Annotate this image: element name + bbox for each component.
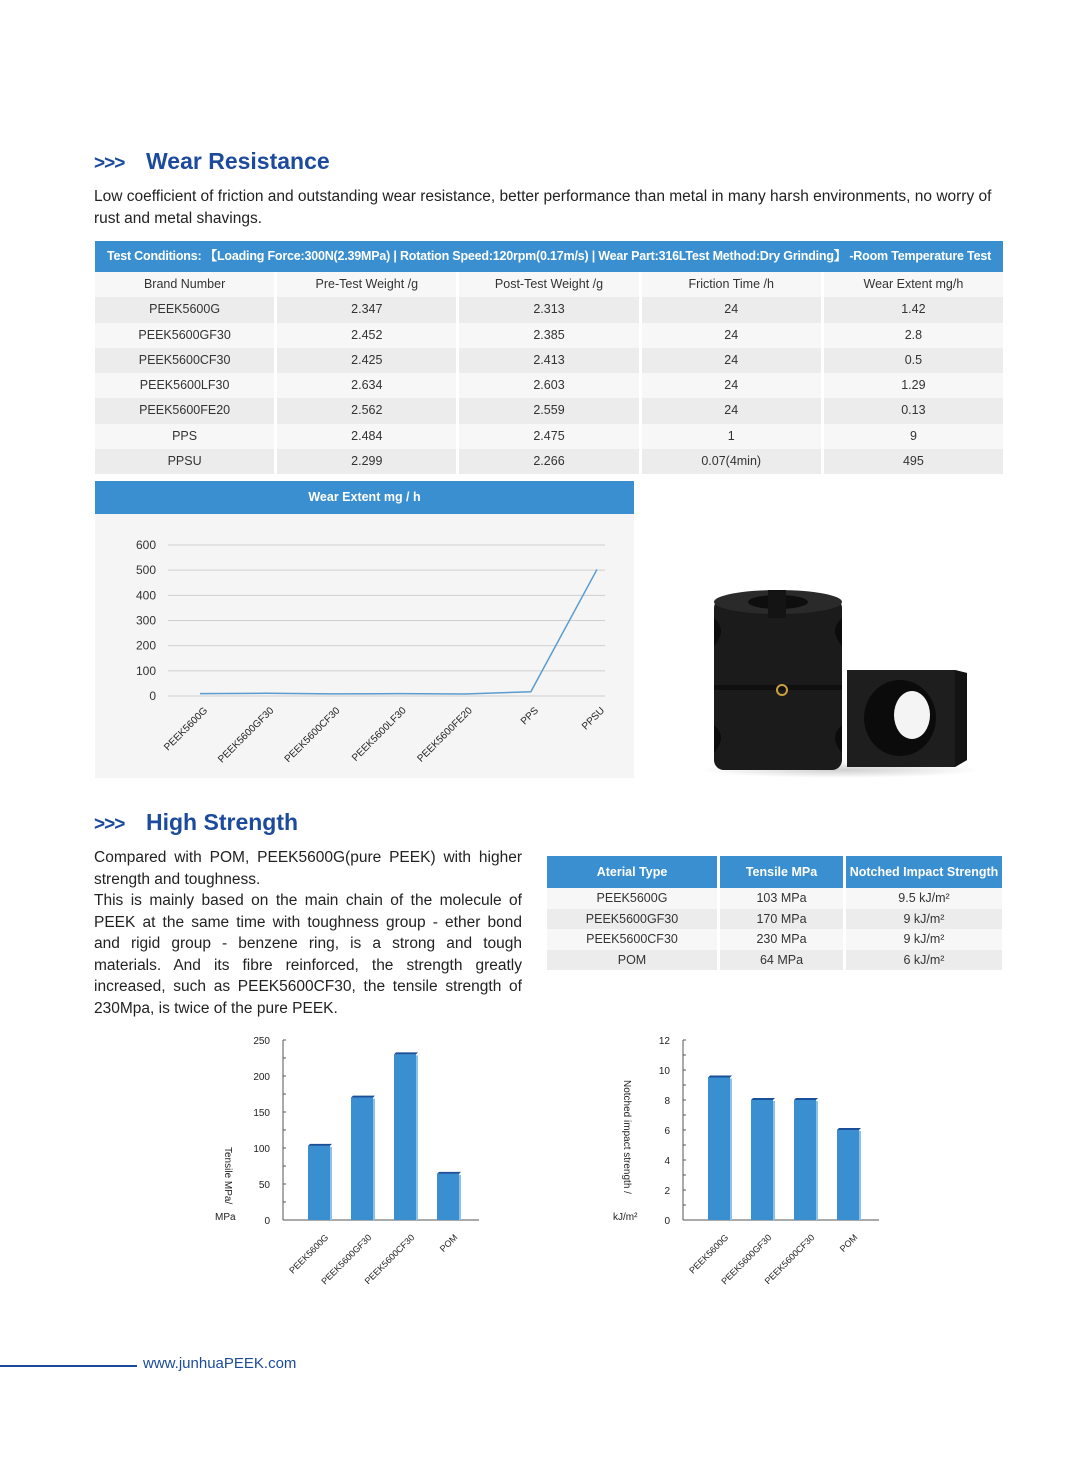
- strength-section-heading: [94, 809, 298, 836]
- svg-text:PEEK5600LF30: PEEK5600LF30: [350, 705, 409, 764]
- svg-text:4: 4: [664, 1156, 670, 1167]
- table-row: [95, 323, 1003, 348]
- table-cell: 2.475: [459, 424, 638, 449]
- strength-section-title: High Strength: [146, 809, 299, 835]
- table-cell: 2.425: [277, 348, 456, 373]
- table-row: [547, 929, 1002, 950]
- table-cell: 24: [642, 297, 821, 322]
- svg-text:2: 2: [664, 1186, 670, 1197]
- table-cell: Wear Extent mg/h: [824, 272, 1003, 297]
- table-cell: 1.42: [824, 297, 1003, 322]
- svg-text:PPSU: PPSU: [580, 705, 608, 733]
- test-conditions-bar: Test Conditions: 【Loading Force:300N(2.39MPa) | Rotation Speed:120rpm(0.17m/s) | Wear Part:316LTest Method:Dry Grinding】 -Room Temperature Test: [95, 241, 1003, 272]
- table-cell: 0.07(4min): [642, 449, 821, 474]
- svg-text:POM: POM: [437, 1232, 460, 1254]
- arrows-icon: >>>: [94, 153, 125, 174]
- svg-text:POM: POM: [837, 1232, 860, 1254]
- svg-text:0: 0: [264, 1216, 270, 1227]
- table-cell: Post-Test Weight /g: [459, 272, 638, 297]
- wear-chart-title: Wear Extent mg / h: [95, 481, 634, 514]
- strength-para-2: This is mainly based on the main chain of the molecule of PEEK at the same time with toughness group - ether bond and rigid group - benzene ring, is a strong and tough materials. And its fibre reinforced, the strength greatly increased, such as PEEK5600CF30, the tensile strength of 230Mpa, is twice of the pure PEEK.: [94, 892, 522, 1017]
- table-cell: 495: [824, 449, 1003, 474]
- svg-text:200: 200: [253, 1072, 270, 1083]
- table-cell: PEEK5600GF30: [547, 909, 717, 930]
- wear-section-heading: [94, 148, 330, 175]
- svg-text:10: 10: [658, 1066, 670, 1077]
- table-cell: PEEK5600G: [95, 297, 274, 322]
- table-cell: 24: [642, 323, 821, 348]
- table-cell: 9.5 kJ/m²: [846, 888, 1002, 909]
- table-cell: 1: [642, 424, 821, 449]
- table-cell: 2.299: [277, 449, 456, 474]
- svg-text:400: 400: [135, 588, 156, 603]
- strength-table: [547, 856, 1002, 970]
- svg-text:PEEK5600G: PEEK5600G: [287, 1232, 331, 1276]
- svg-text:300: 300: [135, 613, 156, 628]
- wear-test-table: [95, 241, 1003, 474]
- svg-text:Notched impact strength /: Notched impact strength /: [621, 1080, 632, 1194]
- svg-text:6: 6: [664, 1126, 670, 1137]
- table-cell: 64 MPa: [720, 950, 843, 971]
- table-cell: 0.13: [824, 398, 1003, 423]
- svg-text:PPS: PPS: [519, 705, 541, 728]
- table-cell: 230 MPa: [720, 929, 843, 950]
- table-cell: POM: [547, 950, 717, 971]
- svg-text:250: 250: [253, 1036, 270, 1047]
- svg-text:PEEK5600FE20: PEEK5600FE20: [415, 705, 475, 765]
- svg-text:PEEK5600G: PEEK5600G: [687, 1232, 731, 1276]
- table-cell: PEEK5600LF30: [95, 373, 274, 398]
- svg-text:PEEK5600GF30: PEEK5600GF30: [216, 705, 277, 766]
- table-cell: 24: [642, 373, 821, 398]
- table-cell: 24: [642, 348, 821, 373]
- table-cell: 1.29: [824, 373, 1003, 398]
- table-cell: 0.5: [824, 348, 1003, 373]
- table-row: [95, 449, 1003, 474]
- table-cell: 170 MPa: [720, 909, 843, 930]
- svg-text:12: 12: [658, 1036, 670, 1047]
- svg-text:100: 100: [135, 663, 156, 678]
- table-cell: 9 kJ/m²: [846, 929, 1002, 950]
- table-cell: 6 kJ/m²: [846, 950, 1002, 971]
- table-cell: 9 kJ/m²: [846, 909, 1002, 930]
- svg-text:50: 50: [258, 1180, 270, 1191]
- strength-para-1: Compared with POM, PEEK5600G(pure PEEK) with higher strength and toughness.: [94, 849, 522, 888]
- svg-text:PEEK5600CF30: PEEK5600CF30: [362, 1232, 417, 1287]
- svg-text:500: 500: [135, 563, 156, 578]
- table-cell: 2.562: [277, 398, 456, 423]
- table-cell: PEEK5600CF30: [95, 348, 274, 373]
- svg-text:PEEK5600CF30: PEEK5600CF30: [282, 705, 343, 766]
- wear-description: Low coefficient of friction and outstanding wear resistance, better performance than metal in many harsh environments, no worry of rust and metal shavings.: [94, 188, 992, 227]
- table-cell: 2.634: [277, 373, 456, 398]
- table-cell: PEEK5600CF30: [547, 929, 717, 950]
- table-cell: PEEK5600G: [547, 888, 717, 909]
- svg-text:0: 0: [149, 689, 156, 703]
- table-cell: Pre-Test Weight /g: [277, 272, 456, 297]
- product-photo: [690, 570, 990, 780]
- table-cell: Friction Time /h: [642, 272, 821, 297]
- table-cell: 9: [824, 424, 1003, 449]
- svg-text:Tensile MPa/: Tensile MPa/: [222, 1147, 233, 1205]
- svg-text:MPa: MPa: [215, 1212, 236, 1223]
- table-header-row: [95, 272, 1003, 297]
- table-cell: 2.266: [459, 449, 638, 474]
- table-row: [95, 424, 1003, 449]
- svg-text:600: 600: [135, 538, 156, 552]
- table-cell: Notched Impact Strength: [846, 856, 1002, 888]
- table-cell: PPSU: [95, 449, 274, 474]
- table-header-row: [547, 856, 1002, 888]
- table-row: [95, 297, 1003, 322]
- table-row: [547, 909, 1002, 930]
- table-cell: 2.385: [459, 323, 638, 348]
- svg-text:PEEK5600CF30: PEEK5600CF30: [762, 1232, 817, 1287]
- table-cell: 2.313: [459, 297, 638, 322]
- table-row: [95, 373, 1003, 398]
- impact-bar-chart: [605, 1025, 895, 1300]
- table-row: [547, 888, 1002, 909]
- table-cell: 24: [642, 398, 821, 423]
- wear-line-chart: [95, 514, 634, 778]
- svg-text:200: 200: [135, 638, 156, 653]
- svg-text:PEEK5600G: PEEK5600G: [162, 705, 211, 754]
- svg-text:100: 100: [253, 1144, 270, 1155]
- strength-description: [94, 847, 522, 1019]
- table-cell: Tensile MPa: [720, 856, 843, 888]
- table-cell: Aterial Type: [547, 856, 717, 888]
- table-cell: 2.484: [277, 424, 456, 449]
- arrows-icon: >>>: [94, 814, 125, 835]
- table-cell: 2.347: [277, 297, 456, 322]
- table-cell: 2.603: [459, 373, 638, 398]
- svg-text:kJ/m²: kJ/m²: [613, 1212, 638, 1223]
- tensile-bar-chart: [205, 1025, 495, 1300]
- svg-text:8: 8: [664, 1096, 670, 1107]
- svg-text:0: 0: [664, 1216, 670, 1227]
- svg-text:PEEK5600GF30: PEEK5600GF30: [319, 1232, 374, 1287]
- wear-section-title: Wear Resistance: [146, 148, 330, 174]
- table-cell: 2.413: [459, 348, 638, 373]
- table-cell: 2.559: [459, 398, 638, 423]
- table-cell: PEEK5600GF30: [95, 323, 274, 348]
- svg-text:PEEK5600GF30: PEEK5600GF30: [719, 1232, 774, 1287]
- table-row: [95, 348, 1003, 373]
- table-cell: 103 MPa: [720, 888, 843, 909]
- svg-text:150: 150: [253, 1108, 270, 1119]
- table-cell: PPS: [95, 424, 274, 449]
- footer-website-link[interactable]: www.junhuaPEEK.com: [143, 1355, 297, 1372]
- table-cell: Brand Number: [95, 272, 274, 297]
- table-cell: 2.452: [277, 323, 456, 348]
- table-row: [95, 398, 1003, 423]
- table-cell: 2.8: [824, 323, 1003, 348]
- table-row: [547, 950, 1002, 971]
- table-cell: PEEK5600FE20: [95, 398, 274, 423]
- footer-divider: [0, 1365, 137, 1367]
- wear-extent-chart: [95, 481, 634, 778]
